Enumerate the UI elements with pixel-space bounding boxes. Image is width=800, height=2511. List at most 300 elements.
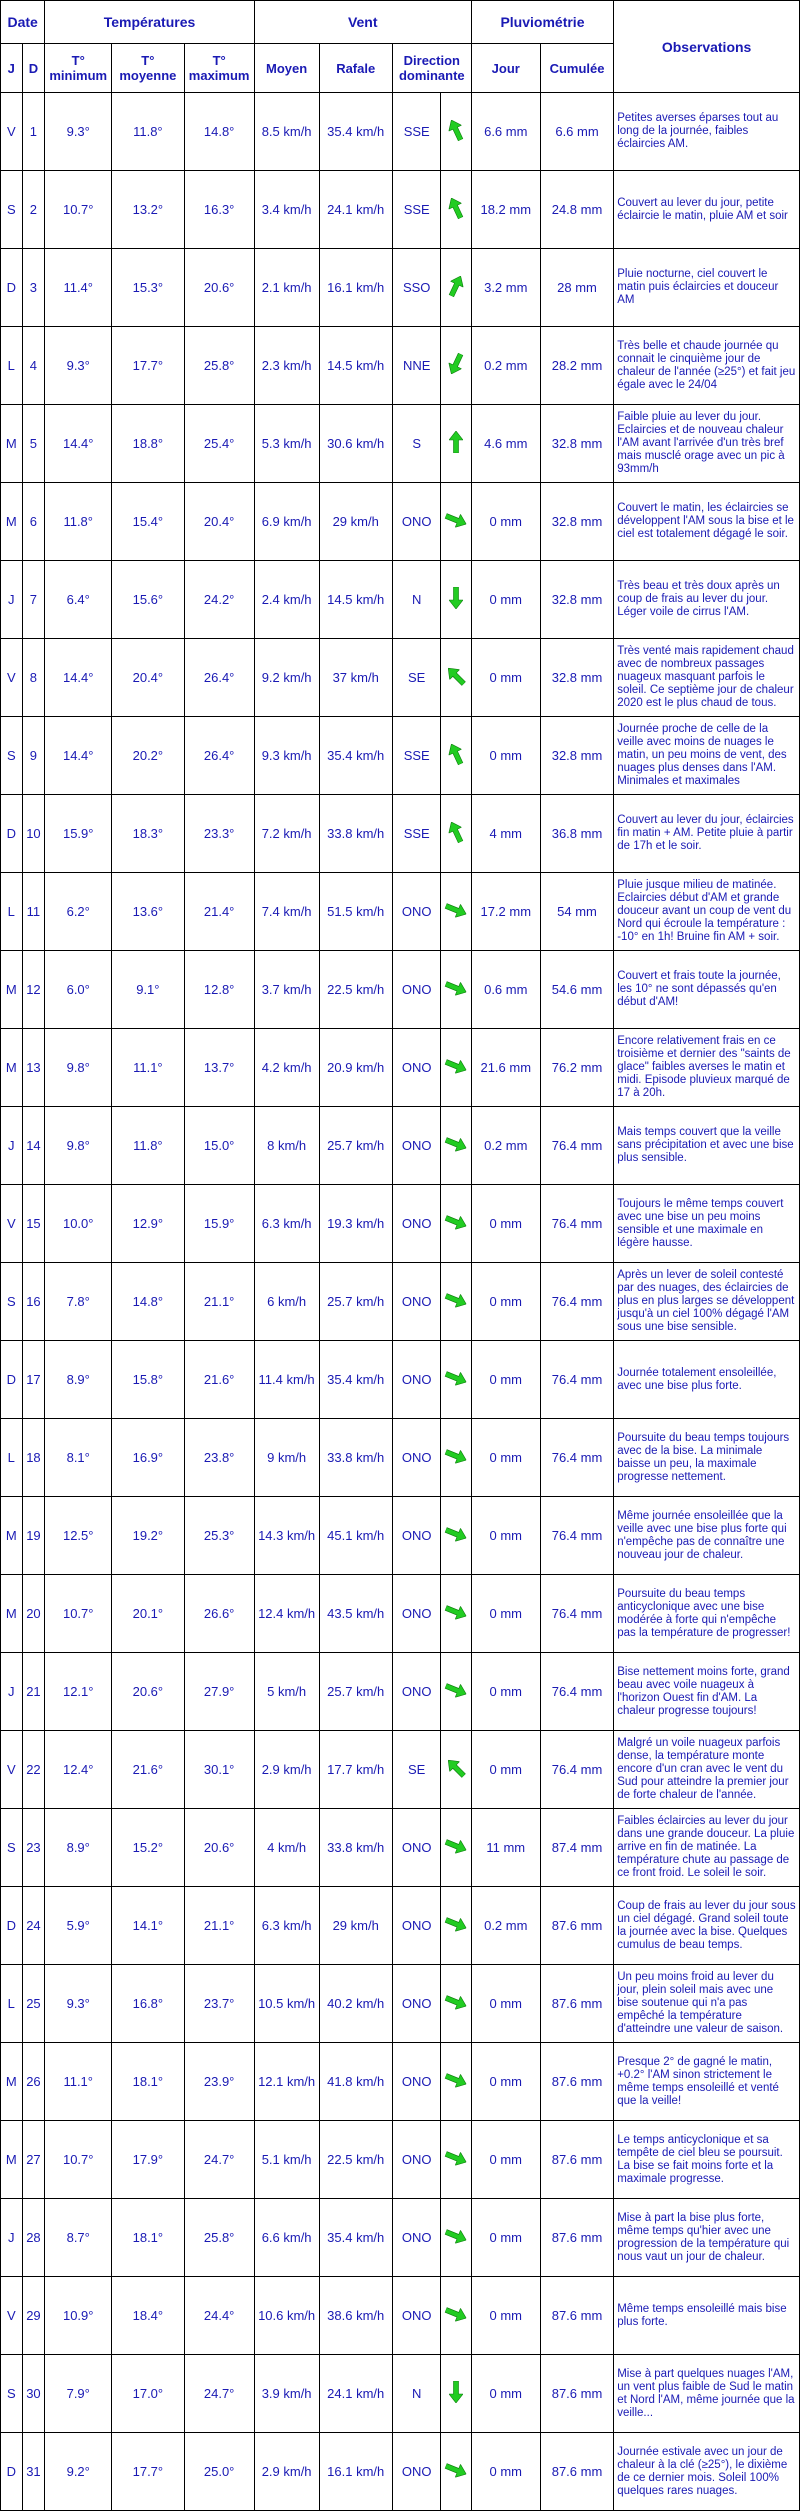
- header-d: D: [22, 44, 45, 93]
- wind-arrow: [441, 1809, 471, 1887]
- rain-cumul-cell: 32.8 mm: [540, 405, 613, 483]
- wind-mean-cell: 2.1 km/h: [254, 249, 319, 327]
- day-letter: M: [1, 1575, 23, 1653]
- wind-arrow-icon: [443, 1913, 469, 1934]
- day-number: 29: [22, 2277, 45, 2355]
- wind-mean-cell: 5.3 km/h: [254, 405, 319, 483]
- tmoy-cell: 14.1°: [112, 1887, 184, 1965]
- observation-cell: Couvert et frais toute la journée, les 10° ne sont dépassés qu'en début d'AM!: [614, 951, 800, 1029]
- tmin-cell: 15.9°: [45, 795, 112, 873]
- table-row: [1, 2121, 800, 2199]
- observation-cell: Mise à part quelques nuages l'AM, un vent plus faible de Sud le matin et Nord l'AM, même journée que la veille...: [614, 2355, 800, 2433]
- wind-arrow-icon: [449, 587, 463, 609]
- table-body: [1, 93, 800, 2511]
- day-number: 19: [22, 1497, 45, 1575]
- observation-cell: Journée totalement ensoleillée, avec une bise plus forte.: [614, 1341, 800, 1419]
- rain-day-cell: 0 mm: [471, 1731, 540, 1809]
- observation-cell: Le temps anticyclonique et sa tempête de ciel bleu se poursuit. La bise se fait moins forte et la maximale progresse.: [614, 2121, 800, 2199]
- table-row: [1, 2199, 800, 2277]
- wind-direction-cell: ONO: [392, 1263, 441, 1341]
- tmin-cell: 11.8°: [45, 483, 112, 561]
- wind-gust-cell: 25.7 km/h: [319, 1263, 392, 1341]
- rain-day-cell: 0 mm: [471, 2199, 540, 2277]
- day-number: 14: [22, 1107, 45, 1185]
- day-letter: D: [1, 2433, 23, 2511]
- tmin-cell: 9.3°: [45, 327, 112, 405]
- tmoy-cell: 11.1°: [112, 1029, 184, 1107]
- table-row: [1, 1263, 800, 1341]
- wind-gust-cell: 14.5 km/h: [319, 561, 392, 639]
- rain-day-cell: 0.2 mm: [471, 1107, 540, 1185]
- wind-mean-cell: 9.3 km/h: [254, 717, 319, 795]
- day-letter: M: [1, 2121, 23, 2199]
- tmax-cell: 21.4°: [184, 873, 254, 951]
- observation-cell: Faibles éclaircies au lever du jour dans une grande douceur. La pluie arrive en fin de matinée. La température chute au passage de ce front froid. Le soleil le soir.: [614, 1809, 800, 1887]
- day-letter: L: [1, 873, 23, 951]
- wind-mean-cell: 4 km/h: [254, 1809, 319, 1887]
- day-number: 17: [22, 1341, 45, 1419]
- wind-arrow-icon: [443, 2147, 469, 2168]
- wind-direction-cell: ONO: [392, 2043, 441, 2121]
- wind-direction-cell: NNE: [392, 327, 441, 405]
- wind-arrow: [441, 1497, 471, 1575]
- rain-cumul-cell: 54.6 mm: [540, 951, 613, 1029]
- header-jour: Jour: [471, 44, 540, 93]
- wind-direction-cell: N: [392, 561, 441, 639]
- table-row: [1, 483, 800, 561]
- wind-arrow-icon: [445, 819, 467, 845]
- wind-arrow-icon: [443, 977, 469, 998]
- table-row: [1, 171, 800, 249]
- day-letter: S: [1, 2355, 23, 2433]
- tmin-cell: 6.2°: [45, 873, 112, 951]
- wind-arrow: [441, 1419, 471, 1497]
- wind-arrow-icon: [443, 1601, 469, 1622]
- tmoy-cell: 17.7°: [112, 2433, 184, 2511]
- rain-day-cell: 4 mm: [471, 795, 540, 873]
- wind-direction-cell: ONO: [392, 2121, 441, 2199]
- tmax-cell: 24.2°: [184, 561, 254, 639]
- day-letter: D: [1, 1887, 23, 1965]
- day-letter: V: [1, 639, 23, 717]
- tmoy-cell: 18.1°: [112, 2043, 184, 2121]
- wind-direction-cell: ONO: [392, 1185, 441, 1263]
- observation-cell: Pluie nocturne, ciel couvert le matin puis éclaircies et douceur AM: [614, 249, 800, 327]
- wind-mean-cell: 12.1 km/h: [254, 2043, 319, 2121]
- day-letter: S: [1, 717, 23, 795]
- wind-arrow-icon: [443, 1445, 469, 1466]
- tmax-cell: 25.8°: [184, 327, 254, 405]
- day-letter: D: [1, 249, 23, 327]
- tmoy-cell: 17.7°: [112, 327, 184, 405]
- tmoy-cell: 13.2°: [112, 171, 184, 249]
- day-number: 8: [22, 639, 45, 717]
- tmax-cell: 21.6°: [184, 1341, 254, 1419]
- day-number: 6: [22, 483, 45, 561]
- wind-arrow: [441, 1185, 471, 1263]
- wind-arrow-icon: [443, 1289, 469, 1310]
- wind-gust-cell: 33.8 km/h: [319, 1809, 392, 1887]
- day-number: 3: [22, 249, 45, 327]
- wind-gust-cell: 43.5 km/h: [319, 1575, 392, 1653]
- tmin-cell: 10.7°: [45, 171, 112, 249]
- wind-mean-cell: 2.9 km/h: [254, 1731, 319, 1809]
- header-temperatures: Températures: [45, 1, 254, 44]
- wind-direction-cell: SSE: [392, 795, 441, 873]
- wind-arrow: [441, 1965, 471, 2043]
- wind-direction-cell: ONO: [392, 1341, 441, 1419]
- tmin-cell: 14.4°: [45, 639, 112, 717]
- wind-arrow: [441, 873, 471, 951]
- wind-direction-cell: SSE: [392, 717, 441, 795]
- tmoy-cell: 19.2°: [112, 1497, 184, 1575]
- wind-arrow-icon: [443, 1133, 469, 1154]
- wind-direction-cell: ONO: [392, 2199, 441, 2277]
- table-row: [1, 1107, 800, 1185]
- wind-arrow: [441, 1029, 471, 1107]
- tmax-cell: 20.6°: [184, 249, 254, 327]
- tmax-cell: 25.4°: [184, 405, 254, 483]
- day-letter: J: [1, 561, 23, 639]
- wind-arrow: [441, 1653, 471, 1731]
- tmin-cell: 8.1°: [45, 1419, 112, 1497]
- observation-cell: Couvert au lever du jour, éclaircies fin matin + AM. Petite pluie à partir de 17h et le soir.: [614, 795, 800, 873]
- tmoy-cell: 9.1°: [112, 951, 184, 1029]
- wind-mean-cell: 3.7 km/h: [254, 951, 319, 1029]
- wind-mean-cell: 3.4 km/h: [254, 171, 319, 249]
- rain-cumul-cell: 87.4 mm: [540, 1809, 613, 1887]
- wind-arrow: [441, 1575, 471, 1653]
- wind-arrow: [441, 2199, 471, 2277]
- header-tmax: T° maximum: [184, 44, 254, 93]
- day-number: 18: [22, 1419, 45, 1497]
- day-number: 24: [22, 1887, 45, 1965]
- tmax-cell: 23.9°: [184, 2043, 254, 2121]
- tmax-cell: 23.3°: [184, 795, 254, 873]
- wind-direction-cell: ONO: [392, 483, 441, 561]
- tmin-cell: 9.8°: [45, 1107, 112, 1185]
- rain-cumul-cell: 76.4 mm: [540, 1263, 613, 1341]
- observation-cell: Après un lever de soleil contesté par des nuages, des éclaircies de plus en plus larges se développent jusqu'à un ciel 100% dégagé l'AM sous une bise sensible.: [614, 1263, 800, 1341]
- rain-cumul-cell: 76.4 mm: [540, 1419, 613, 1497]
- wind-mean-cell: 2.3 km/h: [254, 327, 319, 405]
- wind-arrow-icon: [443, 1523, 469, 1544]
- rain-day-cell: 17.2 mm: [471, 873, 540, 951]
- rain-day-cell: 0 mm: [471, 639, 540, 717]
- day-number: 23: [22, 1809, 45, 1887]
- tmax-cell: 24.7°: [184, 2355, 254, 2433]
- header-j: J: [1, 44, 23, 93]
- wind-arrow: [441, 639, 471, 717]
- rain-day-cell: 3.2 mm: [471, 249, 540, 327]
- rain-day-cell: 0 mm: [471, 1419, 540, 1497]
- table-row: [1, 1419, 800, 1497]
- tmax-cell: 20.6°: [184, 1809, 254, 1887]
- wind-arrow: [441, 795, 471, 873]
- header-observations: Observations: [614, 1, 800, 93]
- tmax-cell: 14.8°: [184, 93, 254, 171]
- tmin-cell: 10.0°: [45, 1185, 112, 1263]
- tmax-cell: 26.4°: [184, 717, 254, 795]
- table-row: [1, 1341, 800, 1419]
- rain-day-cell: 0 mm: [471, 1965, 540, 2043]
- table-row: [1, 327, 800, 405]
- day-number: 11: [22, 873, 45, 951]
- tmin-cell: 9.2°: [45, 2433, 112, 2511]
- day-number: 30: [22, 2355, 45, 2433]
- rain-day-cell: 4.6 mm: [471, 405, 540, 483]
- wind-mean-cell: 2.9 km/h: [254, 2433, 319, 2511]
- wind-arrow: [441, 717, 471, 795]
- wind-arrow-icon: [443, 1991, 469, 2012]
- wind-gust-cell: 22.5 km/h: [319, 2121, 392, 2199]
- tmax-cell: 26.4°: [184, 639, 254, 717]
- wind-gust-cell: 41.8 km/h: [319, 2043, 392, 2121]
- table-row: [1, 2043, 800, 2121]
- wind-arrow: [441, 405, 471, 483]
- wind-arrow-icon: [443, 2303, 469, 2324]
- observation-cell: Très belle et chaude journée qu connait le cinquième jour de chaleur de l'année (≥25°) et fait jeu égale avec le 24/04: [614, 327, 800, 405]
- wind-mean-cell: 6.9 km/h: [254, 483, 319, 561]
- rain-cumul-cell: 87.6 mm: [540, 1887, 613, 1965]
- wind-gust-cell: 37 km/h: [319, 639, 392, 717]
- tmin-cell: 12.4°: [45, 1731, 112, 1809]
- day-letter: M: [1, 405, 23, 483]
- day-letter: J: [1, 1107, 23, 1185]
- observation-cell: Mais temps couvert que la veille sans précipitation et avec une bise plus sensible.: [614, 1107, 800, 1185]
- table-row: [1, 639, 800, 717]
- table-row: [1, 405, 800, 483]
- tmin-cell: 6.0°: [45, 951, 112, 1029]
- wind-arrow-icon: [443, 1211, 469, 1232]
- wind-gust-cell: 19.3 km/h: [319, 1185, 392, 1263]
- tmin-cell: 6.4°: [45, 561, 112, 639]
- wind-gust-cell: 35.4 km/h: [319, 2199, 392, 2277]
- tmin-cell: 11.4°: [45, 249, 112, 327]
- rain-day-cell: 0 mm: [471, 2433, 540, 2511]
- observation-cell: Toujours le même temps couvert avec une bise un peu moins sensible et une maximale en légère hausse.: [614, 1185, 800, 1263]
- header-tmoy: T° moyenne: [112, 44, 184, 93]
- wind-gust-cell: 40.2 km/h: [319, 1965, 392, 2043]
- tmax-cell: 13.7°: [184, 1029, 254, 1107]
- rain-day-cell: 0 mm: [471, 2043, 540, 2121]
- tmax-cell: 23.8°: [184, 1419, 254, 1497]
- wind-gust-cell: 25.7 km/h: [319, 1107, 392, 1185]
- day-letter: M: [1, 2043, 23, 2121]
- tmoy-cell: 15.4°: [112, 483, 184, 561]
- wind-mean-cell: 14.3 km/h: [254, 1497, 319, 1575]
- wind-gust-cell: 38.6 km/h: [319, 2277, 392, 2355]
- tmax-cell: 27.9°: [184, 1653, 254, 1731]
- day-letter: D: [1, 1341, 23, 1419]
- wind-direction-cell: N: [392, 2355, 441, 2433]
- wind-gust-cell: 16.1 km/h: [319, 2433, 392, 2511]
- wind-arrow: [441, 2433, 471, 2511]
- rain-day-cell: 0 mm: [471, 483, 540, 561]
- observation-cell: Malgré un voile nuageux parfois dense, la température monte encore d'un cran avec le vent du Sud pour atteindre la premier jour de forte chaleur de l'année.: [614, 1731, 800, 1809]
- wind-arrow-icon: [449, 2381, 463, 2403]
- wind-mean-cell: 5 km/h: [254, 1653, 319, 1731]
- tmin-cell: 9.8°: [45, 1029, 112, 1107]
- day-number: 1: [22, 93, 45, 171]
- tmoy-cell: 21.6°: [112, 1731, 184, 1809]
- wind-gust-cell: 24.1 km/h: [319, 2355, 392, 2433]
- tmoy-cell: 15.2°: [112, 1809, 184, 1887]
- tmoy-cell: 18.3°: [112, 795, 184, 873]
- day-number: 20: [22, 1575, 45, 1653]
- wind-arrow-icon: [445, 741, 467, 767]
- wind-arrow-icon: [445, 273, 467, 299]
- day-letter: S: [1, 1263, 23, 1341]
- observation-cell: Faible pluie au lever du jour. Eclaircies et de nouveau chaleur l'AM avant l'arrivée d'un très bref mais musclé orage avec un pic à 93mm/h: [614, 405, 800, 483]
- wind-arrow: [441, 1341, 471, 1419]
- wind-arrow-icon: [449, 431, 463, 453]
- wind-arrow: [441, 2355, 471, 2433]
- rain-day-cell: 11 mm: [471, 1809, 540, 1887]
- wind-direction-cell: ONO: [392, 873, 441, 951]
- rain-cumul-cell: 28.2 mm: [540, 327, 613, 405]
- wind-arrow-icon: [443, 1367, 469, 1388]
- wind-arrow: [441, 2121, 471, 2199]
- table-row: [1, 1731, 800, 1809]
- wind-mean-cell: 10.6 km/h: [254, 2277, 319, 2355]
- tmoy-cell: 13.6°: [112, 873, 184, 951]
- day-number: 7: [22, 561, 45, 639]
- tmoy-cell: 15.3°: [112, 249, 184, 327]
- wind-gust-cell: 29 km/h: [319, 1887, 392, 1965]
- header-direction: Direction dominante: [392, 44, 471, 93]
- header-moyen: Moyen: [254, 44, 319, 93]
- tmin-cell: 8.9°: [45, 1341, 112, 1419]
- wind-arrow: [441, 2277, 471, 2355]
- rain-day-cell: 0 mm: [471, 561, 540, 639]
- rain-cumul-cell: 76.4 mm: [540, 1107, 613, 1185]
- header-vent: Vent: [254, 1, 471, 44]
- wind-mean-cell: 6 km/h: [254, 1263, 319, 1341]
- wind-arrow: [441, 951, 471, 1029]
- wind-direction-cell: ONO: [392, 951, 441, 1029]
- day-letter: L: [1, 1419, 23, 1497]
- tmin-cell: 10.9°: [45, 2277, 112, 2355]
- tmax-cell: 23.7°: [184, 1965, 254, 2043]
- wind-mean-cell: 7.2 km/h: [254, 795, 319, 873]
- wind-direction-cell: ONO: [392, 1575, 441, 1653]
- wind-mean-cell: 6.6 km/h: [254, 2199, 319, 2277]
- day-letter: L: [1, 1965, 23, 2043]
- rain-day-cell: 0 mm: [471, 1263, 540, 1341]
- table-row: [1, 1653, 800, 1731]
- wind-arrow-icon: [443, 899, 469, 920]
- day-number: 10: [22, 795, 45, 873]
- rain-cumul-cell: 24.8 mm: [540, 171, 613, 249]
- observation-cell: Poursuite du beau temps anticyclonique avec une bise modérée à forte qui n'empêche pas la température de progresser!: [614, 1575, 800, 1653]
- header-tmin: T° minimum: [45, 44, 112, 93]
- wind-gust-cell: 35.4 km/h: [319, 93, 392, 171]
- rain-cumul-cell: 76.4 mm: [540, 1731, 613, 1809]
- table-row: [1, 249, 800, 327]
- wind-direction-cell: ONO: [392, 1497, 441, 1575]
- tmoy-cell: 12.9°: [112, 1185, 184, 1263]
- wind-arrow-icon: [443, 1055, 469, 1076]
- wind-arrow-icon: [443, 2225, 469, 2246]
- rain-day-cell: 0 mm: [471, 2121, 540, 2199]
- rain-day-cell: 0 mm: [471, 2355, 540, 2433]
- observation-cell: Même journée ensoleillée que la veille avec une bise plus forte qui n'empêche pas de connaître une nouveau jour de chaleur.: [614, 1497, 800, 1575]
- wind-arrow-icon: [443, 1679, 469, 1700]
- day-letter: V: [1, 1731, 23, 1809]
- rain-cumul-cell: 87.6 mm: [540, 2199, 613, 2277]
- tmax-cell: 24.4°: [184, 2277, 254, 2355]
- tmin-cell: 12.1°: [45, 1653, 112, 1731]
- tmoy-cell: 17.0°: [112, 2355, 184, 2433]
- rain-cumul-cell: 32.8 mm: [540, 639, 613, 717]
- observation-cell: Très venté mais rapidement chaud avec de nombreux passages nuageux masquant parfois le soleil. Ce septième jour de chaleur 2020 est le plus chaud de tous.: [614, 639, 800, 717]
- tmin-cell: 10.7°: [45, 2121, 112, 2199]
- rain-day-cell: 0 mm: [471, 717, 540, 795]
- table-row: [1, 1497, 800, 1575]
- tmin-cell: 8.9°: [45, 1809, 112, 1887]
- day-number: 28: [22, 2199, 45, 2277]
- tmax-cell: 16.3°: [184, 171, 254, 249]
- tmin-cell: 14.4°: [45, 405, 112, 483]
- wind-gust-cell: 33.8 km/h: [319, 1419, 392, 1497]
- tmax-cell: 21.1°: [184, 1887, 254, 1965]
- wind-gust-cell: 45.1 km/h: [319, 1497, 392, 1575]
- rain-day-cell: 0 mm: [471, 1341, 540, 1419]
- rain-cumul-cell: 32.8 mm: [540, 717, 613, 795]
- day-letter: M: [1, 951, 23, 1029]
- rain-cumul-cell: 54 mm: [540, 873, 613, 951]
- wind-direction-cell: S: [392, 405, 441, 483]
- wind-arrow-icon: [443, 2069, 469, 2090]
- rain-cumul-cell: 76.4 mm: [540, 1575, 613, 1653]
- header-cumulee: Cumulée: [540, 44, 613, 93]
- table-row: [1, 873, 800, 951]
- tmoy-cell: 14.8°: [112, 1263, 184, 1341]
- day-number: 25: [22, 1965, 45, 2043]
- rain-day-cell: 0 mm: [471, 1185, 540, 1263]
- table-row: [1, 1575, 800, 1653]
- tmin-cell: 7.9°: [45, 2355, 112, 2433]
- day-letter: L: [1, 327, 23, 405]
- wind-arrow: [441, 1263, 471, 1341]
- tmax-cell: 30.1°: [184, 1731, 254, 1809]
- wind-gust-cell: 14.5 km/h: [319, 327, 392, 405]
- table-row: [1, 951, 800, 1029]
- observation-cell: Un peu moins froid au lever du jour, plein soleil mais avec une bise soutenue qui n'a pas empêché la température d'atteindre une valeur de saison.: [614, 1965, 800, 2043]
- observation-cell: Couvert au lever du jour, petite éclaircie le matin, pluie AM et soir: [614, 171, 800, 249]
- day-number: 26: [22, 2043, 45, 2121]
- observation-cell: Coup de frais au lever du jour sous un ciel dégagé. Grand soleil toute la journée avec la bise. Quelques cumulus de beau temps.: [614, 1887, 800, 1965]
- wind-direction-cell: SE: [392, 1731, 441, 1809]
- wind-arrow: [441, 1887, 471, 1965]
- table-row: [1, 717, 800, 795]
- day-letter: V: [1, 1185, 23, 1263]
- tmax-cell: 25.0°: [184, 2433, 254, 2511]
- rain-day-cell: 0.6 mm: [471, 951, 540, 1029]
- observation-cell: Couvert le matin, les éclaircies se développent l'AM sous la bise et le ciel est totalement dégagé le soir.: [614, 483, 800, 561]
- day-letter: J: [1, 2199, 23, 2277]
- rain-cumul-cell: 76.4 mm: [540, 1653, 613, 1731]
- day-number: 27: [22, 2121, 45, 2199]
- observation-cell: Journée estivale avec un jour de chaleur à la clé (≥25°), le dixième de ce dernier mois. Soleil 100% quelques rares nuages.: [614, 2433, 800, 2511]
- rain-day-cell: 0 mm: [471, 1575, 540, 1653]
- rain-cumul-cell: 87.6 mm: [540, 2277, 613, 2355]
- wind-gust-cell: 35.4 km/h: [319, 717, 392, 795]
- wind-gust-cell: 22.5 km/h: [319, 951, 392, 1029]
- day-letter: D: [1, 795, 23, 873]
- rain-day-cell: 0 mm: [471, 1653, 540, 1731]
